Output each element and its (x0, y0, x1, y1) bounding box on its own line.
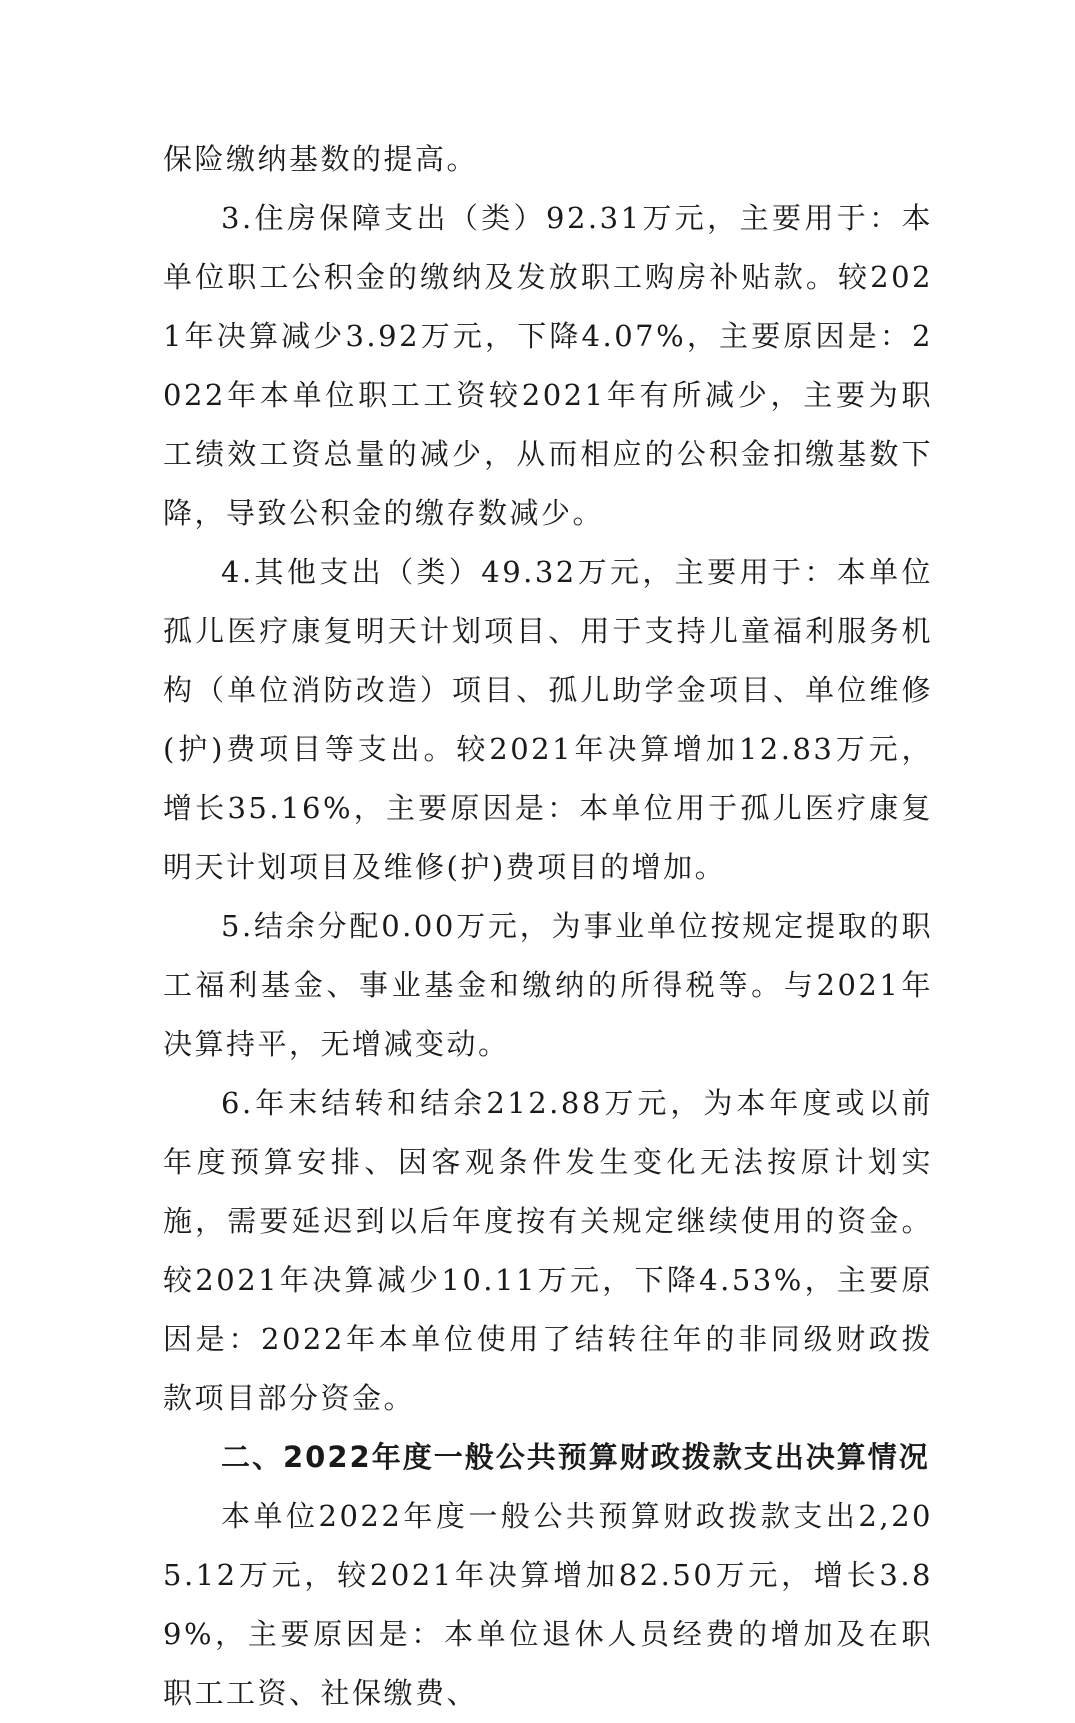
paragraph-year-end-carryover: 6.年末结转和结余212.88万元，为本年度或以前年度预算安排、因客观条件发生变化无法按原计划实施，需要延迟到以后年度按有关规定继续使用的资金。较2021年决算减少10.11万元，下降4.53%，主要原因是：2022年本单位使用了结转往年的非同级财政拨款项目部分资金。 (163, 1086, 933, 1415)
paragraph-surplus-distribution: 5.结余分配0.00万元，为事业单位按规定提取的职工福利基金、事业基金和缴纳的所得税等。与2021年决算持平，无增减变动。 (163, 909, 933, 1061)
paragraph-continuation: 保险缴纳基数的提高。 (163, 142, 479, 176)
document-body (163, 130, 933, 1723)
paragraph-housing-expenditure: 3.住房保障支出（类）92.31万元，主要用于：本单位职工公积金的缴纳及发放职工购房补贴款。较2021年决算减少3.92万元，下降4.07%，主要原因是：2022年本单位职工工资较2021年有所减少，主要为职工绩效工资总量的减少，从而相应的公积金扣缴基数下降，导致公积金的缴存数减少。 (163, 201, 933, 530)
section-heading: 二、2022年度一般公共预算财政拨款支出决算情况 (221, 1440, 930, 1474)
paragraph-other-expenditure: 4.其他支出（类）49.32万元，主要用于：本单位孤儿医疗康复明天计划项目、用于支持儿童福利服务机构（单位消防改造）项目、孤儿助学金项目、单位维修(护)费项目等支出。较2021年决算增加12.83万元，增长35.16%，主要原因是：本单位用于孤儿医疗康复明天计划项目及维修(护)费项目的增加。 (163, 555, 933, 884)
paragraph-general-budget: 本单位2022年度一般公共预算财政拨款支出2,205.12万元，较2021年决算增加82.50万元，增长3.89%，主要原因是：本单位退休人员经费的增加及在职职工工资、社保缴费、 (163, 1499, 933, 1710)
